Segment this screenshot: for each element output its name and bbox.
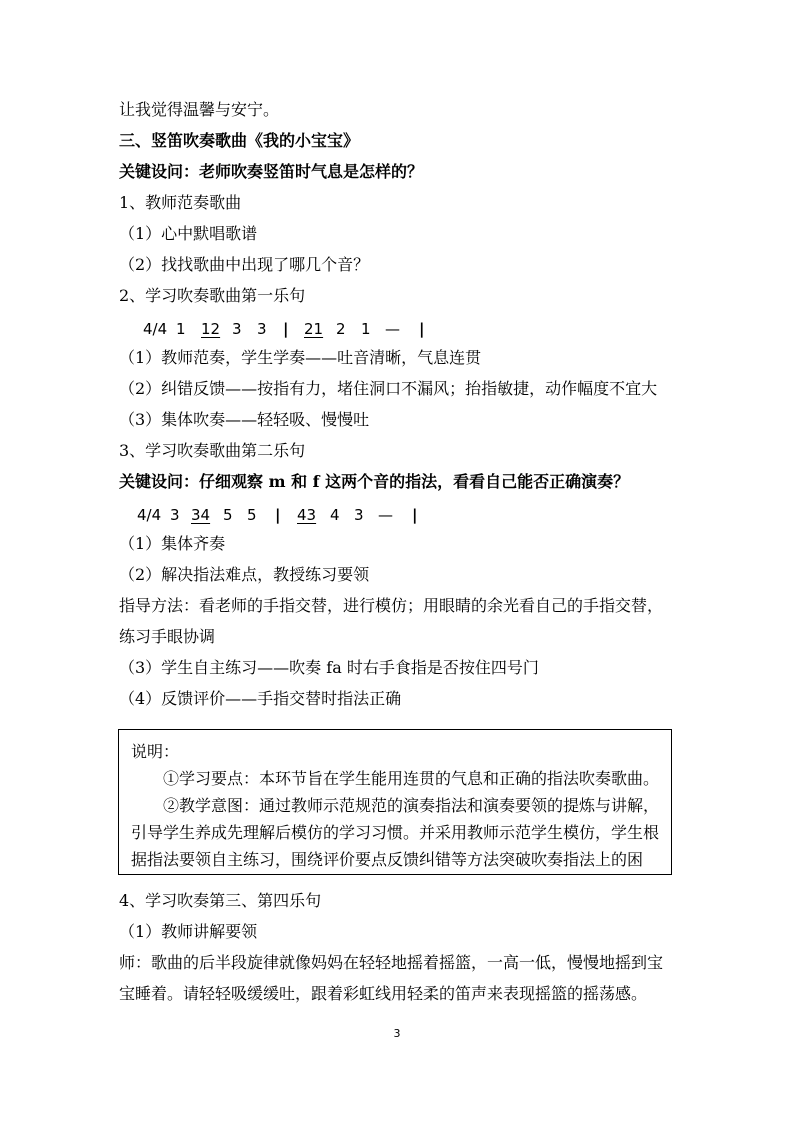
sub-step: （1）心中默唱歌谱	[119, 224, 258, 243]
dash: —	[378, 506, 393, 524]
explanation-box	[118, 729, 672, 875]
score-note: 5	[223, 506, 233, 524]
score-note-eighths: 34	[191, 506, 211, 524]
step-heading: 2、学习吹奏歌曲第一乐句	[119, 286, 306, 305]
note-line: 引导学生养成先理解后模仿的学习习惯。并采用教师示范学生模仿，学生根	[131, 823, 660, 842]
step-heading: 1、教师范奏歌曲	[119, 193, 242, 212]
sub-step: （1）教师范奏，学生学奏——吐音清晰，气息连贯	[119, 348, 482, 367]
time-signature: 4/4	[143, 320, 168, 338]
note-line: ①学习要点：本环节旨在学生能用连贯的气息和正确的指法吹奏歌曲。	[163, 769, 660, 788]
sub-step: （1）集体齐奏	[119, 534, 226, 553]
step-heading: 4、学习吹奏第三、第四乐句	[119, 891, 322, 910]
paragraph-line: 宝睡着。请轻轻吸缓缓吐，跟着彩虹线用轻柔的笛声来表现摇篮的摇荡感。	[119, 984, 648, 1003]
key-question: 关键设问：仔细观察 m 和 f 这两个音的指法，看看自己能否正确演奏？	[119, 472, 630, 491]
sub-step: （4）反馈评价——手指交替时指法正确	[119, 689, 402, 708]
score-note-eighths: 12	[201, 320, 221, 338]
score-note: 4	[330, 506, 340, 524]
sub-step: （2）解决指法难点，教授练习要领	[119, 565, 370, 584]
sub-step: （2）找找歌曲中出现了哪几个音？	[119, 255, 370, 274]
section-heading: 三、竖笛吹奏歌曲《我的小宝宝》	[119, 131, 360, 150]
score-note: 3	[354, 506, 364, 524]
score-note-eighths: 21	[304, 320, 324, 338]
barline: |	[275, 506, 281, 524]
sub-step: （3）集体吹奏——轻轻吸、慢慢吐	[119, 410, 370, 429]
sub-step: （3）学生自主练习——吹奏 fa 时右手食指是否按住四号门	[119, 658, 539, 677]
score-note: 1	[361, 320, 371, 338]
score-note-eighths: 43	[297, 506, 317, 524]
score-note: 3	[170, 506, 180, 524]
paragraph-line: 师：歌曲的后半段旋律就像妈妈在轻轻地摇着摇篮，一高一低，慢慢地摇到宝	[119, 953, 664, 972]
sub-step: （2）纠错反馈——按指有力，堵住洞口不漏风；抬指敏捷，动作幅度不宜大	[119, 379, 658, 398]
paragraph-line: 练习手眼协调	[119, 627, 216, 646]
sub-step: （1）教师讲解要领	[119, 922, 258, 941]
time-signature: 4/4	[137, 506, 162, 524]
note-line: ②教学意图：通过教师示范规范的演奏指法和演奏要领的提炼与讲解，	[163, 796, 660, 815]
score-note: 3	[257, 320, 267, 338]
step-heading: 3、学习吹奏歌曲第二乐句	[119, 441, 306, 460]
score-note: 2	[336, 320, 346, 338]
barline: |	[419, 320, 425, 338]
score-line-1	[143, 318, 443, 340]
page-number: 3	[393, 1027, 401, 1040]
note-heading: 说明：	[131, 742, 180, 761]
score-note: 1	[176, 320, 186, 338]
note-line: 据指法要领自主练习，围绕评价要点反馈纠错等方法突破吹奏指法上的困	[131, 850, 644, 869]
paragraph-line: 让我觉得温馨与安宁。	[119, 100, 280, 119]
score-line-2	[137, 504, 437, 526]
paragraph-line: 指导方法：看老师的手指交替，进行模仿；用眼睛的余光看自己的手指交替，	[119, 596, 664, 615]
score-note: 3	[232, 320, 242, 338]
barline: |	[283, 320, 289, 338]
barline: |	[412, 506, 418, 524]
key-question: 关键设问：老师吹奏竖笛时气息是怎样的？	[119, 162, 424, 181]
dash: —	[385, 320, 400, 338]
score-note: 5	[247, 506, 257, 524]
